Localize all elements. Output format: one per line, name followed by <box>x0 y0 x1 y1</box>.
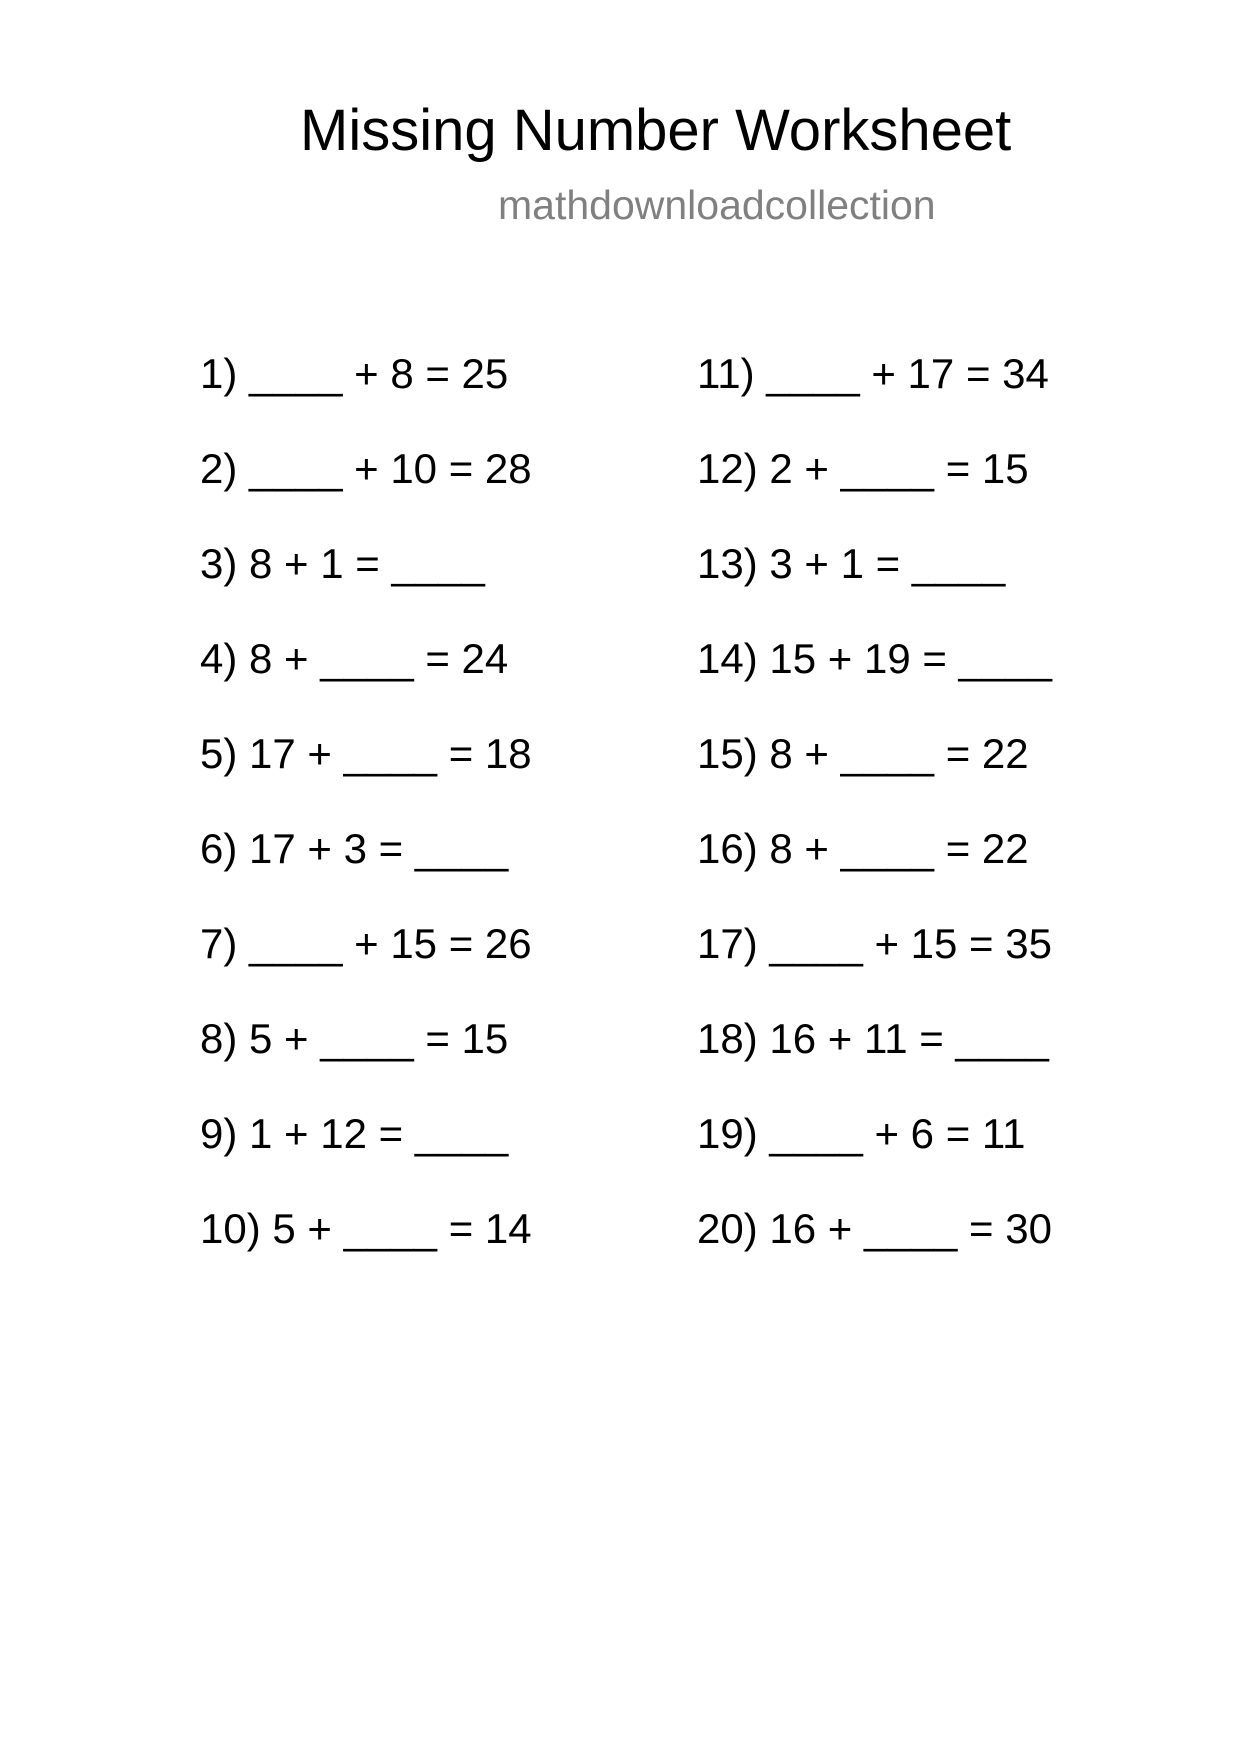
problem-15: 15) 8 + ____ = 22 <box>697 730 1029 777</box>
problem-19: 19) ____ + 6 = 11 <box>697 1110 1026 1157</box>
page-title: Missing Number Worksheet <box>300 98 1012 163</box>
problem-18: 18) 16 + 11 = ____ <box>697 1015 1049 1062</box>
problem-20: 20) 16 + ____ = 30 <box>697 1205 1052 1252</box>
problem-14: 14) 15 + 19 = ____ <box>697 635 1052 682</box>
problem-7: 7) ____ + 15 = 26 <box>200 920 532 967</box>
problem-17: 17) ____ + 15 = 35 <box>697 920 1052 967</box>
problem-16: 16) 8 + ____ = 22 <box>697 825 1029 872</box>
problems-left-column <box>200 346 532 1296</box>
problem-8: 8) 5 + ____ = 15 <box>200 1015 509 1062</box>
problem-1: 1) ____ + 8 = 25 <box>200 350 509 397</box>
problem-2: 2) ____ + 10 = 28 <box>200 445 532 492</box>
problem-5: 5) 17 + ____ = 18 <box>200 730 532 777</box>
problem-6: 6) 17 + 3 = ____ <box>200 825 509 872</box>
problem-4: 4) 8 + ____ = 24 <box>200 635 509 682</box>
problem-12: 12) 2 + ____ = 15 <box>697 445 1029 492</box>
page-subtitle: mathdownloadcollection <box>498 182 936 228</box>
problem-11: 11) ____ + 17 = 34 <box>697 350 1049 397</box>
problems-right-column <box>697 346 1052 1296</box>
problem-3: 3) 8 + 1 = ____ <box>200 540 485 587</box>
problem-10: 10) 5 + ____ = 14 <box>200 1205 532 1252</box>
problem-9: 9) 1 + 12 = ____ <box>200 1110 509 1157</box>
problem-13: 13) 3 + 1 = ____ <box>697 540 1006 587</box>
